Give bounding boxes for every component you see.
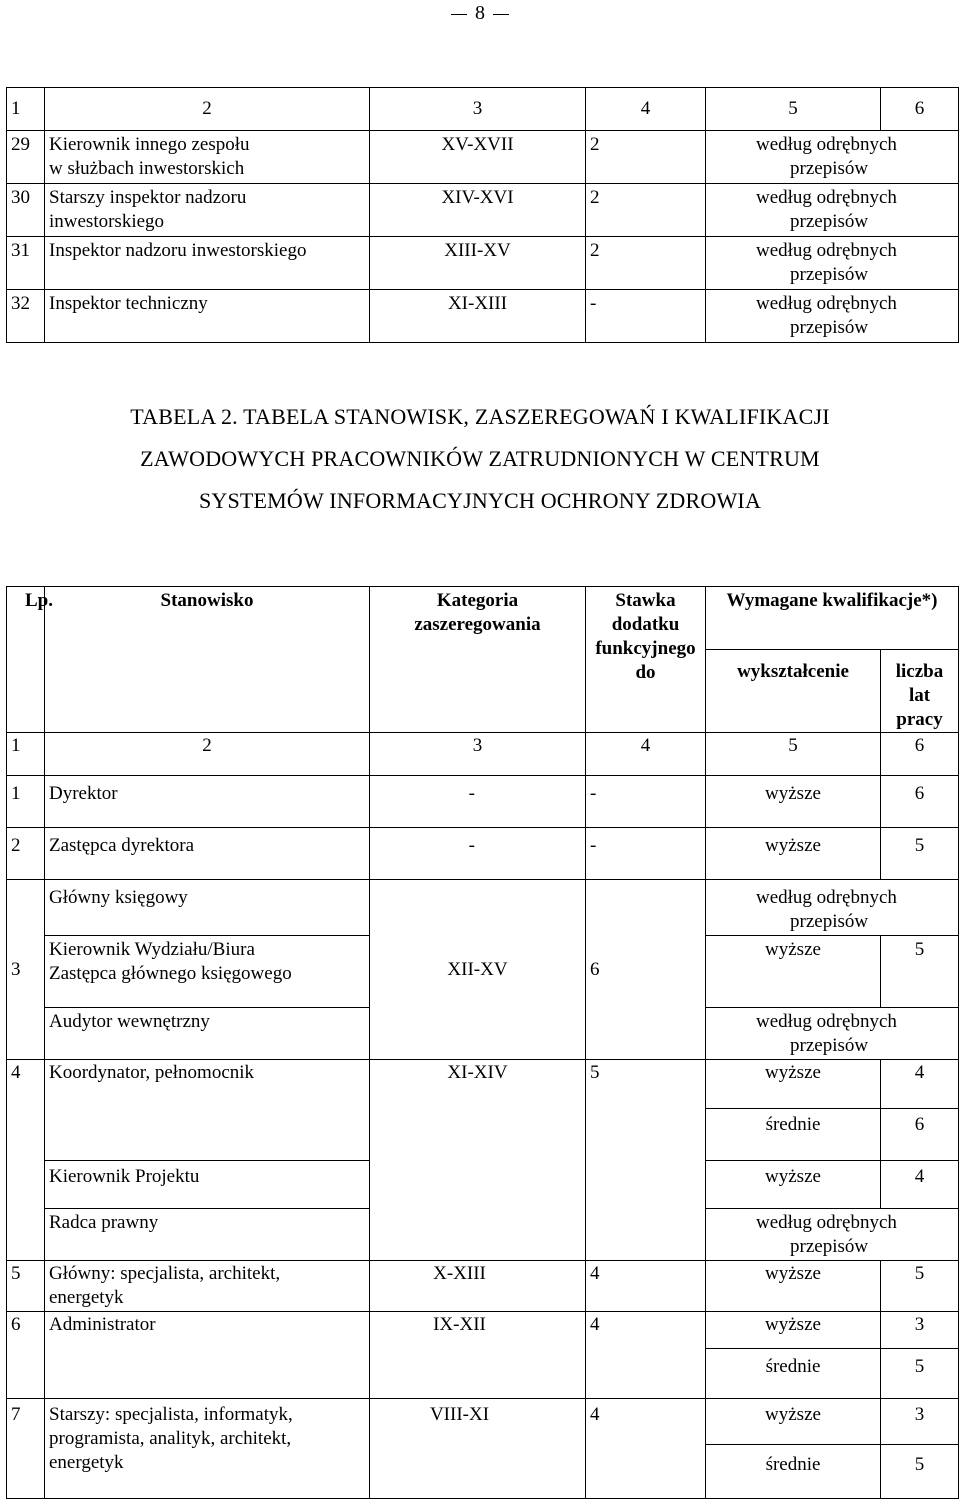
cell-rate: 6 [586,880,706,1060]
col-number: 6 [881,733,959,776]
col-number: 2 [45,733,370,776]
cell-category: - [370,828,586,880]
cell-qualification: według odrębnych przepisów [706,1008,959,1060]
cell-rate: 2 [586,184,706,237]
cell-education: wyższe [706,936,881,1008]
header-position: Stanowisko [45,587,370,733]
table-row [7,776,959,828]
cell-lp: 2 [7,828,45,880]
cell-years: 6 [881,1109,959,1161]
cell-years: 5 [881,1445,959,1499]
cell-qualification: według odrębnych przepisów [706,184,959,237]
cell-position: Zastępca dyrektora [45,828,370,880]
cell-qualification: według odrębnych przepisów [706,131,959,184]
cell-category: IX-XII [370,1312,586,1399]
cell-lp: 5 [7,1261,45,1312]
cell-lp: 3 [7,880,45,1060]
column-numbers-row [7,733,959,776]
cell-years: 5 [881,828,959,880]
cell-position: Inspektor nadzoru inwestorskiego [45,237,370,290]
header-education: wykształcenie [706,650,881,733]
cell-lp: 31 [7,237,45,290]
cell-position: Administrator [45,1312,370,1399]
header-category: Kategoria zaszeregowania [370,587,586,733]
table-row [7,131,959,184]
cell-years: 4 [881,1060,959,1109]
cell-rate: - [586,828,706,880]
cell-years: 5 [881,936,959,1008]
col-number: 3 [370,733,586,776]
cell-position: Kierownik innego zespołu w służbach inwestorskich [45,131,370,184]
table-title: TABELA 2. TABELA STANOWISK, ZASZEREGOWAŃ I KWALIFIKACJI ZAWODOWYCH PRACOWNIKÓW ZATRUDNIONYCH W CENTRUM SYSTEMÓW INFORMACYJNYCH OCHRONY ZDROWIA [130,404,830,513]
col-number: 3 [370,88,586,131]
cell-qualification: według odrębnych przepisów [706,290,959,343]
table-row [7,290,959,343]
table-row [7,880,959,936]
cell-lp: 4 [7,1060,45,1261]
col-number: 4 [586,733,706,776]
table-row [7,828,959,880]
table-row [7,1312,959,1349]
cell-lp: 1 [7,776,45,828]
cell-education: wyższe [706,1399,881,1445]
cell-position: Starszy inspektor nadzoru inwestorskiego [45,184,370,237]
positions-table [6,586,959,1499]
cell-position: Kierownik Wydziału/Biura Zastępca głównego księgowego [45,936,370,1008]
cell-education: wyższe [706,1060,881,1109]
cell-qualification: według odrębnych przepisów [706,237,959,290]
cell-position: Główny: specjalista, architekt, energetyk [45,1261,370,1312]
cell-lp: 30 [7,184,45,237]
cell-education: średnie [706,1349,881,1399]
cell-rate: 4 [586,1261,706,1312]
cell-lp: 29 [7,131,45,184]
cell-rate: - [586,290,706,343]
cell-category: XIII-XV [370,237,586,290]
cell-years: 3 [881,1399,959,1445]
table-row [7,1399,959,1445]
cell-category: XII-XV [370,880,586,1060]
cell-qualification: według odrębnych przepisów [706,1209,959,1261]
cell-rate: 4 [586,1399,706,1499]
col-number: 4 [586,88,706,131]
cell-years: 6 [881,776,959,828]
cell-rate: 4 [586,1312,706,1399]
table-header-row [7,587,959,650]
page-number: 8 [0,2,960,25]
cell-qualification: według odrębnych przepisów [706,880,959,936]
cell-rate: - [586,776,706,828]
cell-position: Radca prawny [45,1209,370,1261]
cell-position: Starszy: specjalista, informatyk, programista, analityk, architekt, energetyk [45,1399,370,1499]
cell-category: - [370,776,586,828]
cell-category: XIV-XVI [370,184,586,237]
col-number: 5 [706,733,881,776]
cell-rate: 2 [586,131,706,184]
cell-category: X-XIII [370,1261,586,1312]
cell-position: Kierownik Projektu [45,1161,370,1209]
header-rate: Stawka dodatku funkcyjnego do [586,587,706,733]
cell-education: wyższe [706,776,881,828]
col-number: 1 [7,733,45,776]
cell-position: Koordynator, pełnomocnik [45,1060,370,1161]
cell-category: XV-XVII [370,131,586,184]
cell-education: wyższe [706,1312,881,1349]
table-row [7,1060,959,1109]
cell-years: 5 [881,1349,959,1399]
cell-years: 3 [881,1312,959,1349]
cell-category: VIII-XI [370,1399,586,1499]
table-row [7,237,959,290]
col-number: 2 [45,88,370,131]
cell-rate: 2 [586,237,706,290]
cell-education: wyższe [706,1261,881,1312]
cell-education: wyższe [706,1161,881,1209]
cell-position: Dyrektor [45,776,370,828]
cell-education: średnie [706,1445,881,1499]
table-row [7,184,959,237]
cell-years: 5 [881,1261,959,1312]
cell-category: XI-XIII [370,290,586,343]
header-qualifications: Wymagane kwalifikacje*) [706,587,959,650]
cell-lp: 32 [7,290,45,343]
table-header-row [7,88,959,131]
cell-lp: 7 [7,1399,45,1499]
cell-rate: 5 [586,1060,706,1261]
cell-position: Główny księgowy [45,880,370,936]
header-years: liczba lat pracy [881,650,959,733]
cell-years: 4 [881,1161,959,1209]
cell-position: Inspektor techniczny [45,290,370,343]
cell-lp: 6 [7,1312,45,1399]
col-number: 6 [881,88,959,131]
col-number: 5 [706,88,881,131]
col-number: 1 [7,88,45,131]
table-continuation [6,87,959,343]
table-row [7,1261,959,1312]
header-lp: Lp. [7,587,45,733]
cell-education: średnie [706,1109,881,1161]
cell-position: Audytor wewnętrzny [45,1008,370,1060]
cell-education: wyższe [706,828,881,880]
cell-category: XI-XIV [370,1060,586,1261]
